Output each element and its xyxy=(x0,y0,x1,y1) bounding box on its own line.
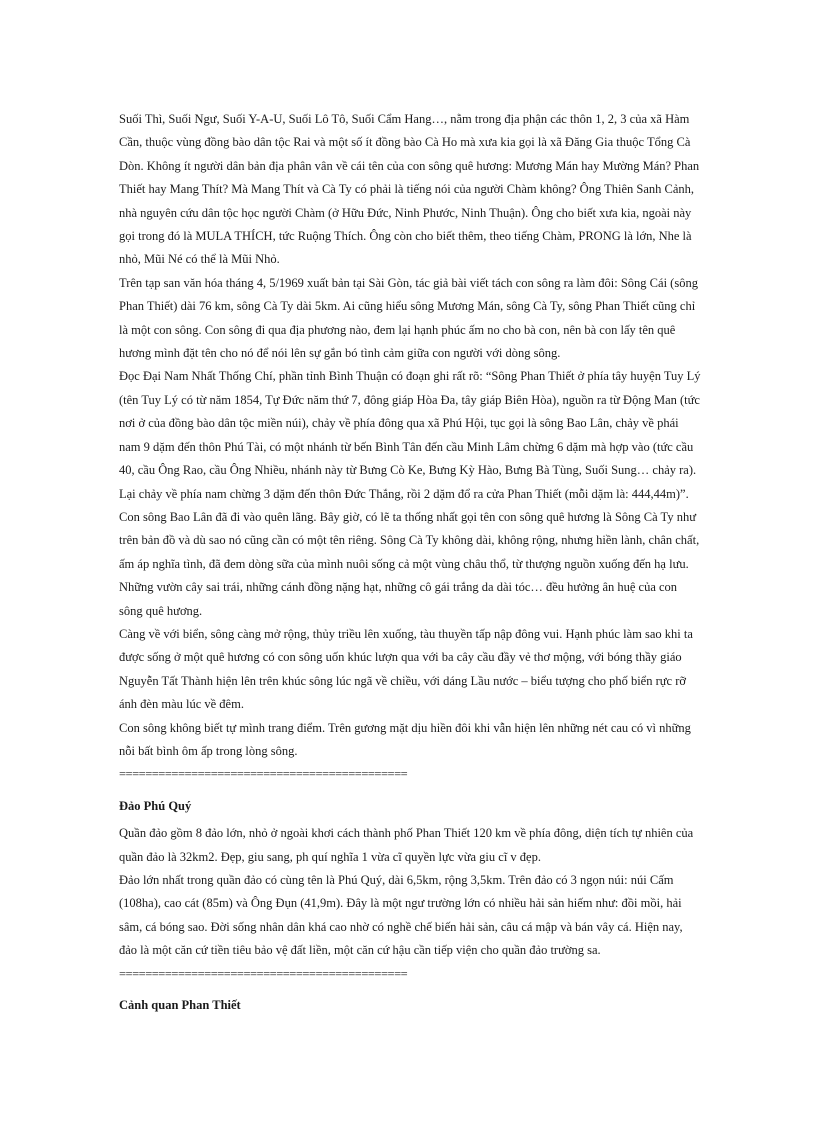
separator-line: ============================================ xyxy=(119,966,408,981)
separator-line: ============================================ xyxy=(119,767,408,782)
paragraph: Trên tạp san văn hóa tháng 4, 5/1969 xuất bản tại Sài Gòn, tác giả bài viết tách con sông ra làm đôi: Sông Cái (sông Phan Thiết) dài 76 km, sông Cà Ty dài 5km. Ai cũng hiểu sông Mương Mán, sông Cà Ty, sông Phan Thiết cũng chỉ là một con sông. Con sông đi qua địa phương nào, đem lại hạnh phúc ấm no cho bà con, nên bà con lấy tên quê hương mình đặt tên cho nó để nói lên sự gắn bó tình cảm giữa con người với dòng sông. xyxy=(119,275,698,361)
paragraph: Đọc Đại Nam Nhất Thống Chí, phần tỉnh Bình Thuận có đoạn ghi rất rõ: “Sông Phan Thiết ở phía tây huyện Tuy Lý (tên Tuy Lý có từ năm 1854, Tự Đức năm thứ 7, đông giáp Hòa Đa, tây giáp Biên Hòa), nguồn ra từ Động Man (tức nơi ở của đồng bào dân tộc miền núi), chảy về phía đông qua xã Phú Hội, tục gọi là sông Bao Lân, chảy về phái nam 9 dặm đến thôn Phú Tài, có một nhánh từ bến Bình Tân đến cầu Minh Lâm chừng 6 dặm mà hợp vào (tức cầu 40, cầu Ông Rao, cầu Ông Nhiều, nhánh này từ Bưng Cò Ke, Bưng Kỳ Hào, Bưng Bà Tùng, Suối Sung… chảy ra). Lại chảy về phía nam chừng 3 dặm đến thôn Đức Thắng, rồi 2 dặm đổ ra cửa Phan Thiết (mỗi dặm là: 444,44m)”. xyxy=(119,369,701,501)
section-heading-phan-thiet: Cảnh quan Phan Thiết xyxy=(119,998,241,1013)
document-page xyxy=(119,108,701,1021)
paragraph: Suối Thì, Suối Ngư, Suối Y-A-U, Suối Lô Tô, Suối Cẩm Hang…, nằm trong địa phận các thôn 1, 2, 3 của xã Hàm Cần, thuộc vùng đồng bào dân tộc Rai và một số ít đồng bào Cà Ho mà xưa kia gọi là xã Đăng Gia thuộc Tổng Cà Dòn. Không ít người dân bản địa phân vân về cái tên của con sông quê hương: Mương Mán hay Mường Mán? Phan Thiết hay Mang Thít? Mà Mang Thít và Cà Ty có phải là tiếng nói của người Chàm không? Ông Thiên Sanh Cảnh, nhà nguyên cứu dân tộc học người Chàm (ở Hữu Đức, Ninh Phước, Ninh Thuận). Ông cho biết xưa kia, ngoài này gọi trong đó là MULA THÍCH, tức Ruộng Thích. Ông còn cho biết thêm, theo tiếng Chàm, PRONG là lớn, Nhe là nhỏ, Mũi Né có thể là Mũi Nhỏ. xyxy=(119,112,700,267)
paragraph: Con sông không biết tự mình trang điểm. Trên gương mặt dịu hiền đôi khi vẫn hiện lên những nét cau có vì những nỗi bất bình ôm ấp trong lòng sông. xyxy=(119,720,691,758)
paragraph: Quần đảo gồm 8 đảo lớn, nhỏ ở ngoài khơi cách thành phố Phan Thiết 120 km về phía đông, diện tích tự nhiên của quần đảo là 32km2. Đẹp, giu sang, ph quí nghĩa 1 vừa cĩ quyền lực vừa giu cĩ v đẹp. xyxy=(119,826,694,864)
paragraph: Càng về với biển, sông càng mở rộng, thủy triều lên xuống, tàu thuyền tấp nập đông vui. Hạnh phúc làm sao khi ta được sống ở một quê hương có con sông uốn khúc lượn qua với ba cây cầu đầy vẻ thơ mộng, với bóng thầy giáo Nguyễn Tất Thành hiện lên trên khúc sông lúc ngã về chiều, với dáng Lầu nước – biểu tượng cho phố biển rực rỡ ánh đèn màu lúc về đêm. xyxy=(119,626,693,712)
paragraph: Con sông Bao Lân đã đi vào quên lãng. Bây giờ, có lẽ ta thống nhất gọi tên con sông quê hương là Sông Cà Ty như trên bản đồ và dù sao nó cũng cần có một tên riêng. Sông Cà Ty không dài, không rộng, nhưng hiền lành, chân chất, ấm áp nghĩa tình, đã đem dòng sữa của mình nuôi sống cả một vùng châu thổ, từ thượng nguồn xuống đến hạ lưu. Những vườn cây sai trái, những cánh đồng nặng hạt, những cô gái trắng da dài tóc… đều hưởng ân huệ của con sông quê hương. xyxy=(119,509,700,618)
section-heading-phu-quy: Đảo Phú Quý xyxy=(119,798,192,813)
paragraph: Đảo lớn nhất trong quần đảo có cùng tên là Phú Quý, dài 6,5km, rộng 3,5km. Trên đảo có 3 ngọn núi: núi Cấm (108ha), cao cát (85m) và Ông Đụn (41,9m). Đây là một ngư trường lớn có nhiều hải sản hiếm như: đồi mồi, hải sâm, cá bóng sao. Đời sống nhân dân khá cao nhờ có nghề chế biến hải sản, câu cá mập và bán vây cá. Hiện nay, đảo là một căn cứ tiền tiêu bảo vệ đất liền, một căn cứ hậu cần tiếp viện cho quần đảo trường sa. xyxy=(119,873,683,958)
